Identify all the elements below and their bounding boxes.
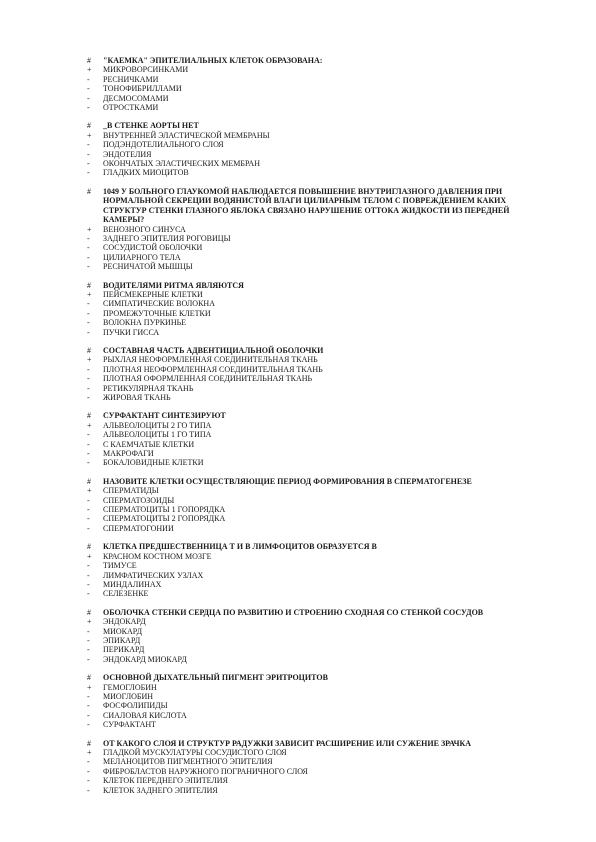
answer-marker: - bbox=[87, 327, 90, 337]
answer-marker: - bbox=[87, 149, 90, 159]
answer-text: КЛЕТОК ПЕРЕДНЕГО ЭПИТЕЛИЯ bbox=[103, 776, 228, 786]
answer-option bbox=[87, 159, 527, 168]
answer-option bbox=[87, 65, 527, 74]
answer-option bbox=[87, 440, 527, 449]
answer-text: ПЛОТНАЯ ОФОРМЛЕННАЯ СОЕДИНИТЕЛЬНАЯ ТКАНЬ bbox=[103, 374, 313, 384]
question-block bbox=[87, 608, 527, 664]
answer-option bbox=[87, 486, 527, 495]
answer-text: ЭНДОКАРД МИОКАРД bbox=[103, 654, 187, 664]
answer-option bbox=[87, 355, 527, 364]
answer-text: ТИМУСЕ bbox=[103, 561, 137, 571]
answer-marker: - bbox=[87, 589, 90, 599]
answer-marker: - bbox=[87, 645, 90, 655]
question-row bbox=[87, 281, 527, 290]
answer-text: ФОСФОЛИПИДЫ bbox=[103, 701, 168, 711]
answer-marker: - bbox=[87, 308, 90, 318]
answer-marker: - bbox=[87, 635, 90, 645]
answer-text: ПОДЭНДОТЕЛИАЛЬНОГО СЛОЯ bbox=[103, 140, 224, 150]
answer-option bbox=[87, 253, 527, 262]
answer-text: БОКАЛОВИДНЫЕ КЛЕТКИ bbox=[103, 458, 204, 468]
answer-text: СПЕРМАТОЗОИДЫ bbox=[103, 495, 175, 505]
answer-marker: + bbox=[87, 420, 92, 430]
question-marker: # bbox=[87, 56, 91, 65]
answer-option bbox=[87, 711, 527, 720]
answer-text: ГЛАДКОЙ МУСКУЛАТУРЫ СОСУДИСТОГО СЛОЯ bbox=[103, 748, 287, 757]
answer-marker: - bbox=[87, 720, 90, 730]
answer-text: ЗАДНЕГО ЭПИТЕЛИЯ РОГОВИЦЫ bbox=[103, 233, 231, 243]
answer-marker: + bbox=[87, 486, 92, 496]
answer-marker: - bbox=[87, 495, 90, 505]
answer-marker: - bbox=[87, 140, 90, 150]
answer-option bbox=[87, 776, 527, 785]
answer-text: РЕСНИЧКАМИ bbox=[103, 74, 159, 84]
answer-option bbox=[87, 328, 527, 337]
answer-text: ЭНДОТЕЛИЯ bbox=[103, 149, 152, 159]
question-text: КЛЕТКА ПРЕДШЕСТВЕННИЦА Т И В ЛИМФОЦИТОВ ОБРАЗУЕТСЯ В bbox=[103, 542, 377, 552]
question-text: СОСТАВНАЯ ЧАСТЬ АДВЕНТИЦИАЛЬНОЙ ОБОЛОЧКИ bbox=[103, 345, 324, 355]
answer-option bbox=[87, 393, 527, 402]
answer-text: МИОКАРД bbox=[103, 626, 143, 636]
question-block bbox=[87, 477, 527, 533]
answer-option bbox=[87, 150, 527, 159]
answer-marker: - bbox=[87, 159, 90, 169]
answer-text: МИКРОВОРСИНКАМИ bbox=[103, 65, 189, 75]
answer-option bbox=[87, 767, 527, 776]
answer-option bbox=[87, 384, 527, 393]
answer-marker: + bbox=[87, 617, 92, 627]
question-text: ВОДИТЕЛЯМИ РИТМА ЯВЛЯЮТСЯ bbox=[103, 280, 244, 290]
answer-marker: - bbox=[87, 523, 90, 533]
answer-text: СПЕРМАТОЦИТЫ 1 ГОПОРЯДКА bbox=[103, 505, 226, 515]
answer-marker: - bbox=[87, 383, 90, 393]
question-row bbox=[87, 673, 527, 682]
answer-option bbox=[87, 262, 527, 271]
answer-text: ОКОНЧАТЫХ ЭЛАСТИЧЕСКИХ МЕМБРАН bbox=[103, 159, 260, 169]
answer-marker: - bbox=[87, 505, 90, 515]
answer-option bbox=[87, 655, 527, 664]
answer-option bbox=[87, 645, 527, 654]
answer-option bbox=[87, 243, 527, 252]
answer-option bbox=[87, 458, 527, 467]
question-block bbox=[87, 121, 527, 177]
question-row bbox=[87, 187, 527, 225]
answer-marker: - bbox=[87, 579, 90, 589]
answer-option bbox=[87, 627, 527, 636]
answer-marker: - bbox=[87, 243, 90, 253]
answer-option bbox=[87, 786, 527, 795]
answer-option bbox=[87, 617, 527, 626]
answer-text: ЦИЛИАРНОГО ТЕЛА bbox=[103, 252, 181, 262]
answer-text: ЭНДОКАРД bbox=[103, 617, 146, 627]
answer-marker: + bbox=[87, 551, 92, 561]
answer-text: ПРОМЕЖУТОЧНЫЕ КЛЕТКИ bbox=[103, 308, 211, 318]
answer-marker: + bbox=[87, 355, 92, 365]
answer-text: ПЕЙСМЕКЕРНЫЕ КЛЕТКИ bbox=[103, 289, 203, 299]
answer-option bbox=[87, 430, 527, 439]
answer-text: ГЕМОГЛОБИН bbox=[103, 682, 157, 692]
answer-marker: - bbox=[87, 233, 90, 243]
answer-text: СЕЛЕЗЕНКЕ bbox=[103, 589, 149, 599]
answer-text: ЭПИКАРД bbox=[103, 635, 141, 645]
question-marker: # bbox=[87, 186, 91, 196]
answer-option bbox=[87, 225, 527, 234]
answer-text: МЕЛАНОЦИТОВ ПИГМЕНТНОГО ЭПИТЕЛИЯ bbox=[103, 757, 273, 767]
answer-option bbox=[87, 505, 527, 514]
question-block bbox=[87, 739, 527, 795]
answer-text: МИОГЛОБИН bbox=[103, 691, 154, 701]
answer-text: ОТРОСТКАМИ bbox=[103, 103, 159, 113]
answer-text: ЛИМФАТИЧЕСКИХ УЗЛАХ bbox=[103, 570, 204, 580]
answer-marker: - bbox=[87, 364, 90, 374]
answer-option bbox=[87, 299, 527, 308]
answer-marker: - bbox=[87, 103, 90, 113]
answer-option bbox=[87, 421, 527, 430]
answer-marker: - bbox=[87, 701, 90, 711]
answer-marker: - bbox=[87, 626, 90, 636]
answer-text: ПЕРИКАРД bbox=[103, 645, 145, 655]
answer-marker: - bbox=[87, 449, 90, 459]
answer-marker: - bbox=[87, 374, 90, 384]
answer-text: СПЕРМАТИДЫ bbox=[103, 486, 159, 496]
answer-text: ГЛАДКИХ МИОЦИТОВ bbox=[103, 168, 189, 178]
answer-text: С КАЕМЧАТЫЕ КЛЕТКИ bbox=[103, 439, 195, 449]
answer-option bbox=[87, 701, 527, 710]
answer-marker: - bbox=[87, 262, 90, 272]
answer-marker: - bbox=[87, 570, 90, 580]
answer-text: СИМПАТИЧЕСКИЕ ВОЛОКНА bbox=[103, 299, 215, 309]
answer-marker: + bbox=[87, 682, 92, 692]
question-list bbox=[87, 56, 527, 804]
answer-marker: - bbox=[87, 318, 90, 328]
answer-marker: - bbox=[87, 691, 90, 701]
question-row bbox=[87, 56, 527, 65]
answer-marker: - bbox=[87, 710, 90, 720]
question-row bbox=[87, 477, 527, 486]
answer-option bbox=[87, 757, 527, 766]
answer-option bbox=[87, 748, 527, 757]
answer-marker: - bbox=[87, 766, 90, 776]
answer-text: ДЕСМОСОМАМИ bbox=[103, 93, 169, 103]
question-marker: # bbox=[87, 411, 91, 421]
answer-option bbox=[87, 683, 527, 692]
question-text: "КАЕМКА" ЭПИТЕЛИАЛЬНЫХ КЛЕТОК ОБРАЗОВАНА: bbox=[103, 56, 323, 65]
question-marker: # bbox=[87, 345, 91, 355]
answer-text: РЫХЛАЯ НЕОФОРМЛЕННАЯ СОЕДИНИТЕЛЬНАЯ ТКАНЬ bbox=[103, 355, 318, 365]
answer-marker: - bbox=[87, 776, 90, 786]
question-text: СУРФАКТАНТ СИНТЕЗИРУЮТ bbox=[103, 411, 226, 421]
question-marker: # bbox=[87, 121, 91, 131]
question-row bbox=[87, 608, 527, 617]
answer-marker: + bbox=[87, 289, 92, 299]
answer-option bbox=[87, 636, 527, 645]
answer-option bbox=[87, 561, 527, 570]
answer-option bbox=[87, 234, 527, 243]
answer-option bbox=[87, 75, 527, 84]
answer-marker: - bbox=[87, 252, 90, 262]
answer-option bbox=[87, 365, 527, 374]
question-row bbox=[87, 346, 527, 355]
answer-text: КРАСНОМ КОСТНОМ МОЗГЕ bbox=[103, 551, 212, 561]
question-marker: # bbox=[87, 607, 91, 617]
answer-option bbox=[87, 103, 527, 112]
answer-option bbox=[87, 374, 527, 383]
answer-text: СПЕРМАТОГОНИИ bbox=[103, 523, 174, 533]
answer-marker: - bbox=[87, 757, 90, 767]
answer-text: ПУЧКИ ГИССА bbox=[103, 327, 160, 337]
question-block bbox=[87, 411, 527, 467]
answer-option bbox=[87, 524, 527, 533]
question-row bbox=[87, 411, 527, 420]
question-row bbox=[87, 542, 527, 551]
answer-marker: - bbox=[87, 84, 90, 94]
answer-marker: + bbox=[87, 130, 92, 140]
question-marker: # bbox=[87, 280, 91, 290]
answer-option bbox=[87, 449, 527, 458]
answer-marker: - bbox=[87, 785, 90, 795]
answer-text: КЛЕТОК ЗАДНЕГО ЭПИТЕЛИЯ bbox=[103, 785, 218, 795]
answer-marker: - bbox=[87, 168, 90, 178]
answer-option bbox=[87, 168, 527, 177]
question-block bbox=[87, 542, 527, 598]
question-text: ОСНОВНОЙ ДЫХАТЕЛЬНЫЙ ПИГМЕНТ ЭРИТРОЦИТОВ bbox=[103, 673, 328, 683]
question-text: ОТ КАКОГО СЛОЯ И СТРУКТУР РАДУЖКИ ЗАВИСИТ РАСШИРЕНИЕ ИЛИ СУЖЕНИЕ ЗРАЧКА bbox=[103, 738, 472, 748]
answer-marker: - bbox=[87, 393, 90, 402]
answer-option bbox=[87, 514, 527, 523]
answer-option bbox=[87, 84, 527, 93]
answer-option bbox=[87, 94, 527, 103]
question-block bbox=[87, 673, 527, 729]
question-block bbox=[87, 346, 527, 402]
answer-option bbox=[87, 552, 527, 561]
answer-marker: - bbox=[87, 93, 90, 103]
answer-marker: - bbox=[87, 561, 90, 571]
answer-text: СОСУДИСТОЙ ОБОЛОЧКИ bbox=[103, 243, 203, 253]
question-marker: # bbox=[87, 542, 91, 552]
answer-marker: - bbox=[87, 439, 90, 449]
question-block bbox=[87, 281, 527, 337]
question-row bbox=[87, 739, 527, 748]
answer-marker: - bbox=[87, 299, 90, 309]
question-text: 1049 У БОЛЬНОГО ГЛАУКОМОЙ НАБЛЮДАЕТСЯ ПОВЫШЕНИЕ ВНУТРИГЛАЗНОГО ДАВЛЕНИЯ ПРИ НОРМАЛЬНОЙ СЕКРЕЦИИ ВОДЯНИСТОЙ ВЛАГИ ЦИЛИАРНЫМ ТЕЛОМ С ПОВРЕЖДЕНИЕМ КАКИХ СТРУКТУР СТЕНКИ ГЛАЗНОГО ЯБЛОКА СВЯЗАНО НАРУШЕНИЕ ОТТОКА ЖИДКОСТИ ИЗ ПЕРЕДНЕЙ КАМЕРЫ? bbox=[103, 186, 510, 225]
question-marker: # bbox=[87, 673, 91, 683]
answer-option bbox=[87, 720, 527, 729]
answer-option bbox=[87, 580, 527, 589]
answer-option bbox=[87, 571, 527, 580]
answer-marker: - bbox=[87, 458, 90, 468]
answer-text: ВОЛОКНА ПУРКИНЬЕ bbox=[103, 318, 187, 328]
answer-text: АЛЬВЕОЛОЦИТЫ 2 ГО ТИПА bbox=[103, 420, 212, 430]
answer-text: СУРФАКТАНТ bbox=[103, 720, 157, 730]
answer-option bbox=[87, 131, 527, 140]
answer-text: АЛЬВЕОЛОЦИТЫ 1 ГО ТИПА bbox=[103, 430, 212, 440]
answer-option bbox=[87, 318, 527, 327]
question-text: _В СТЕНКЕ АОРТЫ НЕТ bbox=[103, 121, 199, 131]
answer-text: СПЕРМАТОЦИТЫ 2 ГОПОРЯДКА bbox=[103, 514, 226, 524]
question-block bbox=[87, 187, 527, 272]
answer-text: ВНУТРЕННЕЙ ЭЛАСТИЧЕСКОЙ МЕМБРАНЫ bbox=[103, 130, 270, 140]
answer-option bbox=[87, 309, 527, 318]
answer-text: ТОНОФИБРИЛЛАМИ bbox=[103, 84, 182, 94]
answer-text: ФИБРОБЛАСТОВ НАРУЖНОГО ПОГРАНИЧНОГО СЛОЯ bbox=[103, 766, 308, 776]
answer-marker: - bbox=[87, 654, 90, 664]
question-text: НАЗОВИТЕ КЛЕТКИ ОСУЩЕСТВЛЯЮЩИЕ ПЕРИОД ФОРМИРОВАНИЯ В СПЕРМАТОГЕНЕЗЕ bbox=[103, 476, 472, 486]
question-marker: # bbox=[87, 476, 91, 486]
answer-marker: + bbox=[87, 224, 92, 234]
answer-text: РЕСНИЧАТОЙ МЫШЦЫ bbox=[103, 262, 193, 272]
question-marker: # bbox=[87, 738, 91, 748]
question-text: ОБОЛОЧКА СТЕНКИ СЕРДЦА ПО РАЗВИТИЮ И СТРОЕНИЮ СХОДНАЯ СО СТЕНКОЙ СОСУДОВ bbox=[103, 607, 484, 617]
answer-marker: - bbox=[87, 74, 90, 84]
answer-option bbox=[87, 496, 527, 505]
answer-text: МАКРОФАГИ bbox=[103, 449, 154, 459]
answer-text: ПЛОТНАЯ НЕОФОРМЛЕННАЯ СОЕДИНИТЕЛЬНАЯ ТКАНЬ bbox=[103, 364, 323, 374]
answer-text: МИНДАЛИНАХ bbox=[103, 579, 162, 589]
answer-text: ЖИРОВАЯ ТКАНЬ bbox=[103, 393, 171, 402]
answer-marker: - bbox=[87, 514, 90, 524]
question-block bbox=[87, 56, 527, 112]
answer-marker: + bbox=[87, 748, 92, 757]
answer-option bbox=[87, 589, 527, 598]
answer-option bbox=[87, 290, 527, 299]
answer-text: СИАЛОВАЯ КИСЛОТА bbox=[103, 710, 187, 720]
answer-text: ВЕНОЗНОГО СИНУСА bbox=[103, 224, 186, 234]
answer-option bbox=[87, 692, 527, 701]
answer-marker: + bbox=[87, 65, 92, 75]
question-row bbox=[87, 121, 527, 130]
answer-text: РЕТИКУЛЯРНАЯ ТКАНЬ bbox=[103, 383, 194, 393]
answer-option bbox=[87, 140, 527, 149]
answer-marker: - bbox=[87, 430, 90, 440]
